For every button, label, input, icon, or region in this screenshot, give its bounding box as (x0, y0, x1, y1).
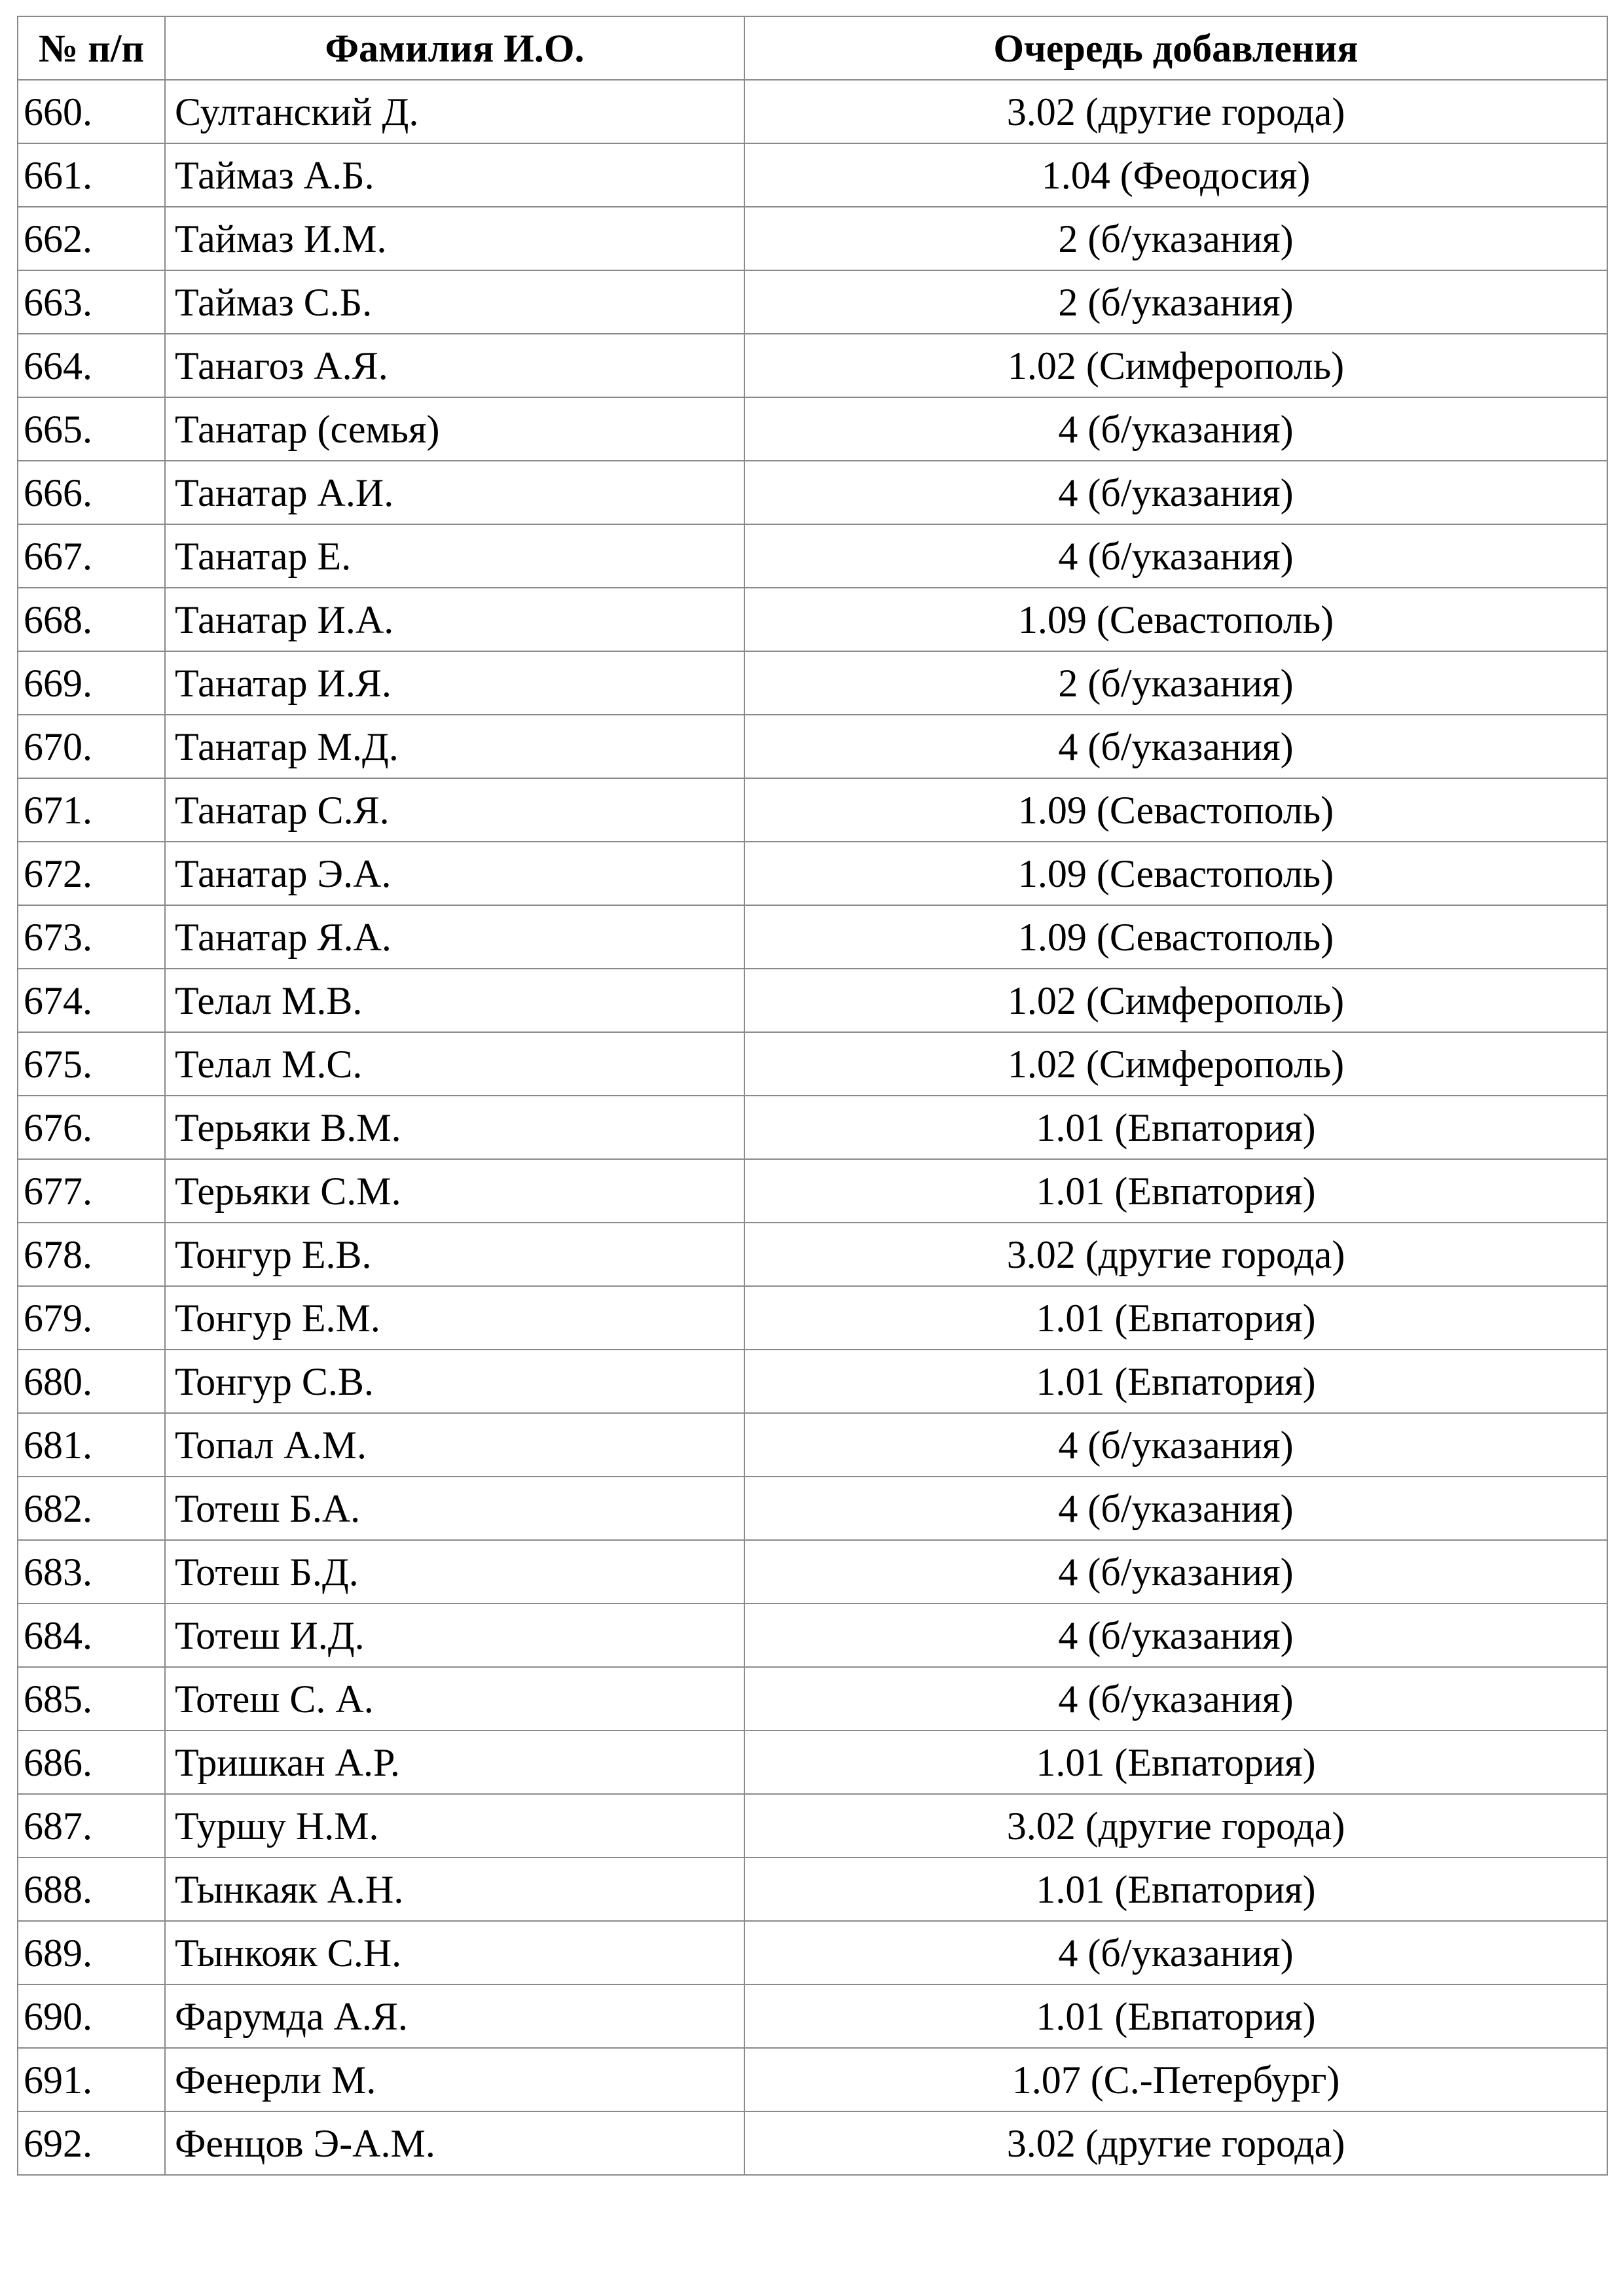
row-full-name: Тришкан А.Р. (165, 1731, 744, 1794)
table-row (18, 270, 1607, 334)
table-row (18, 1731, 1607, 1794)
row-number: 680. (18, 1350, 165, 1413)
table-row (18, 397, 1607, 461)
row-number: 672. (18, 842, 165, 905)
row-queue: 4 (б/указания) (744, 1667, 1607, 1731)
row-full-name: Танатар Я.А. (165, 905, 744, 969)
table-row (18, 969, 1607, 1032)
row-number: 681. (18, 1413, 165, 1477)
row-full-name: Танагоз А.Я. (165, 334, 744, 397)
row-number: 682. (18, 1477, 165, 1540)
row-queue: 3.02 (другие города) (744, 2111, 1607, 2175)
row-number: 687. (18, 1794, 165, 1857)
row-number: 676. (18, 1096, 165, 1159)
table-row (18, 1032, 1607, 1096)
row-full-name: Фарумда А.Я. (165, 1984, 744, 2048)
row-full-name: Таймаз С.Б. (165, 270, 744, 334)
row-queue: 1.01 (Евпатория) (744, 1731, 1607, 1794)
table-row (18, 1413, 1607, 1477)
roster-table (17, 16, 1608, 2176)
table-row (18, 842, 1607, 905)
row-queue: 4 (б/указания) (744, 1477, 1607, 1540)
row-number: 691. (18, 2048, 165, 2111)
table-row (18, 1857, 1607, 1921)
row-queue: 4 (б/указания) (744, 524, 1607, 588)
row-queue: 1.02 (Симферополь) (744, 334, 1607, 397)
row-full-name: Тонгур Е.М. (165, 1286, 744, 1350)
row-full-name: Тонгур С.В. (165, 1350, 744, 1413)
row-number: 679. (18, 1286, 165, 1350)
row-number: 670. (18, 715, 165, 778)
row-full-name: Тынкояк С.Н. (165, 1921, 744, 1984)
header-full-name: Фамилия И.О. (165, 16, 744, 80)
row-full-name: Танатар А.И. (165, 461, 744, 524)
row-queue: 1.07 (С.-Петербург) (744, 2048, 1607, 2111)
row-number: 669. (18, 651, 165, 715)
row-number: 660. (18, 80, 165, 143)
table-row (18, 1540, 1607, 1604)
header-row (18, 16, 1607, 80)
row-number: 673. (18, 905, 165, 969)
row-queue: 2 (б/указания) (744, 207, 1607, 270)
row-number: 692. (18, 2111, 165, 2175)
row-queue: 4 (б/указания) (744, 715, 1607, 778)
row-full-name: Танатар И.А. (165, 588, 744, 651)
table-row (18, 2111, 1607, 2175)
row-number: 675. (18, 1032, 165, 1096)
row-queue: 1.01 (Евпатория) (744, 1096, 1607, 1159)
row-number: 666. (18, 461, 165, 524)
row-queue: 1.02 (Симферополь) (744, 969, 1607, 1032)
row-full-name: Тотеш И.Д. (165, 1604, 744, 1667)
table-row (18, 1604, 1607, 1667)
table-row (18, 1159, 1607, 1223)
row-full-name: Тынкаяк А.Н. (165, 1857, 744, 1921)
row-number: 684. (18, 1604, 165, 1667)
row-queue: 4 (б/указания) (744, 1921, 1607, 1984)
row-number: 671. (18, 778, 165, 842)
row-queue: 1.01 (Евпатория) (744, 1857, 1607, 1921)
row-number: 674. (18, 969, 165, 1032)
row-number: 690. (18, 1984, 165, 2048)
row-number: 683. (18, 1540, 165, 1604)
table-row (18, 1286, 1607, 1350)
row-number: 677. (18, 1159, 165, 1223)
table-row (18, 461, 1607, 524)
row-full-name: Телал М.В. (165, 969, 744, 1032)
row-number: 685. (18, 1667, 165, 1731)
table-row (18, 1794, 1607, 1857)
table-row (18, 1984, 1607, 2048)
row-queue: 4 (б/указания) (744, 461, 1607, 524)
row-full-name: Тотеш Б.А. (165, 1477, 744, 1540)
row-full-name: Танатар Е. (165, 524, 744, 588)
row-queue: 3.02 (другие города) (744, 1223, 1607, 1286)
row-full-name: Султанский Д. (165, 80, 744, 143)
row-full-name: Танатар Э.А. (165, 842, 744, 905)
table-row (18, 651, 1607, 715)
row-full-name: Тотеш Б.Д. (165, 1540, 744, 1604)
table-row (18, 80, 1607, 143)
roster-body (18, 80, 1607, 2175)
row-full-name: Терьяки С.М. (165, 1159, 744, 1223)
table-row (18, 1667, 1607, 1731)
row-queue: 4 (б/указания) (744, 1540, 1607, 1604)
row-queue: 3.02 (другие города) (744, 80, 1607, 143)
row-queue: 1.01 (Евпатория) (744, 1350, 1607, 1413)
row-number: 667. (18, 524, 165, 588)
row-queue: 1.09 (Севастополь) (744, 905, 1607, 969)
row-full-name: Таймаз И.М. (165, 207, 744, 270)
row-queue: 2 (б/указания) (744, 651, 1607, 715)
row-number: 661. (18, 143, 165, 207)
row-queue: 4 (б/указания) (744, 1413, 1607, 1477)
table-row (18, 905, 1607, 969)
row-queue: 1.09 (Севастополь) (744, 588, 1607, 651)
row-full-name: Танатар С.Я. (165, 778, 744, 842)
table-row (18, 588, 1607, 651)
row-full-name: Танатар И.Я. (165, 651, 744, 715)
row-number: 689. (18, 1921, 165, 1984)
row-number: 662. (18, 207, 165, 270)
row-queue: 4 (б/указания) (744, 397, 1607, 461)
table-row (18, 1350, 1607, 1413)
row-queue: 3.02 (другие города) (744, 1794, 1607, 1857)
row-queue: 1.09 (Севастополь) (744, 842, 1607, 905)
row-queue: 1.09 (Севастополь) (744, 778, 1607, 842)
table-row (18, 524, 1607, 588)
table-row (18, 1096, 1607, 1159)
row-queue: 1.01 (Евпатория) (744, 1984, 1607, 2048)
row-full-name: Терьяки В.М. (165, 1096, 744, 1159)
row-full-name: Танатар М.Д. (165, 715, 744, 778)
row-full-name: Туршу Н.М. (165, 1794, 744, 1857)
header-number: № п/п (18, 16, 165, 80)
row-number: 665. (18, 397, 165, 461)
row-queue: 1.02 (Симферополь) (744, 1032, 1607, 1096)
row-queue: 2 (б/указания) (744, 270, 1607, 334)
row-full-name: Топал А.М. (165, 1413, 744, 1477)
row-number: 688. (18, 1857, 165, 1921)
row-full-name: Фенцов Э-А.М. (165, 2111, 744, 2175)
row-full-name: Тонгур Е.В. (165, 1223, 744, 1286)
row-queue: 1.01 (Евпатория) (744, 1286, 1607, 1350)
row-queue: 4 (б/указания) (744, 1604, 1607, 1667)
row-number: 663. (18, 270, 165, 334)
row-full-name: Телал М.С. (165, 1032, 744, 1096)
row-number: 664. (18, 334, 165, 397)
table-row (18, 715, 1607, 778)
table-row (18, 207, 1607, 270)
table-row (18, 1477, 1607, 1540)
row-full-name: Таймаз А.Б. (165, 143, 744, 207)
table-row (18, 143, 1607, 207)
table-row (18, 778, 1607, 842)
table-row (18, 2048, 1607, 2111)
header-queue: Очередь добавления (744, 16, 1607, 80)
table-row (18, 334, 1607, 397)
row-number: 678. (18, 1223, 165, 1286)
table-row (18, 1921, 1607, 1984)
row-full-name: Тотеш С. А. (165, 1667, 744, 1731)
row-number: 668. (18, 588, 165, 651)
row-full-name: Фенерли М. (165, 2048, 744, 2111)
table-row (18, 1223, 1607, 1286)
row-queue: 1.01 (Евпатория) (744, 1159, 1607, 1223)
row-full-name: Танатар (семья) (165, 397, 744, 461)
row-queue: 1.04 (Феодосия) (744, 143, 1607, 207)
row-number: 686. (18, 1731, 165, 1794)
